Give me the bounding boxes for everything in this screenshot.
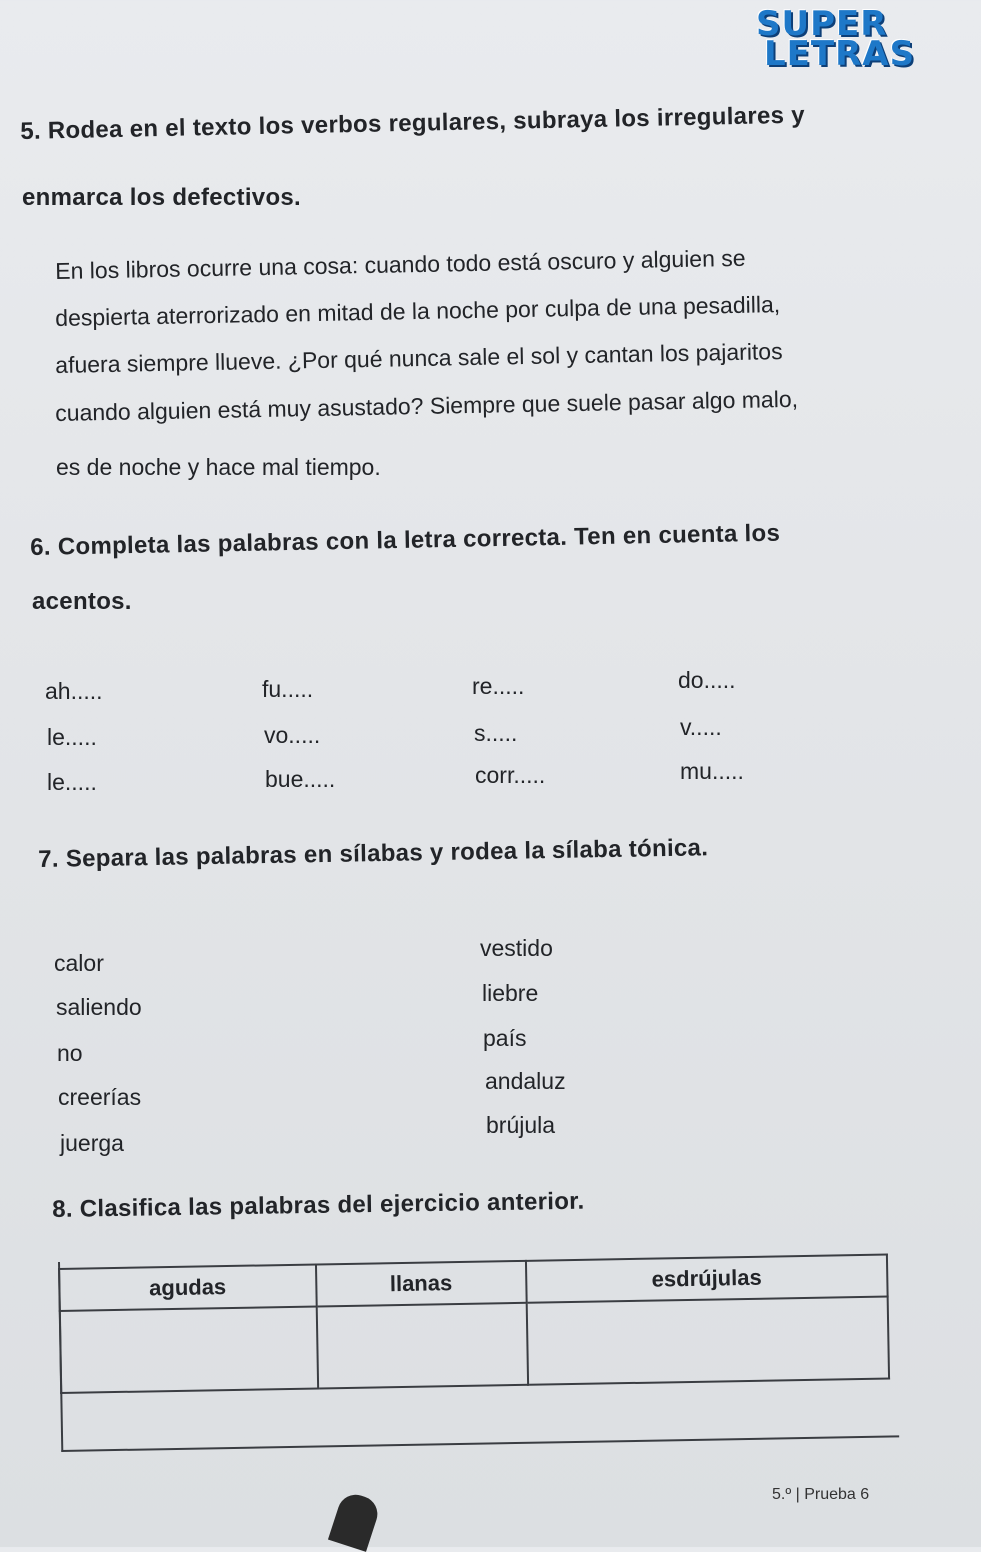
logo-line-1: SUPER: [756, 4, 888, 44]
answer-cell-agudas[interactable]: [60, 1306, 318, 1392]
q7-word-right: andaluz: [485, 1068, 566, 1094]
q5-paragraph-line-4: cuando alguien está muy asustado? Siempre que suele pasar algo malo,: [55, 385, 799, 426]
q6-word: do.....: [678, 667, 736, 693]
logo-line-2: LETRAS: [764, 34, 916, 74]
answer-cell-esdrujulas[interactable]: [526, 1297, 889, 1385]
q6-word: v.....: [680, 714, 722, 740]
q6-word: ah.....: [45, 678, 103, 704]
q5-paragraph-line-2: despierta aterrorizado en mitad de la noche por culpa de una pesadilla,: [55, 291, 781, 331]
q5-paragraph-line-5: es de noche y hace mal tiempo.: [56, 454, 381, 480]
q7-instruction: 7. Separa las palabras en sílabas y rodea la sílaba tónica.: [38, 834, 709, 873]
super-letras-logo: [752, 4, 942, 74]
classification-table: [58, 1254, 890, 1394]
q7-word-left: saliendo: [56, 994, 142, 1020]
q6-word: s.....: [474, 720, 518, 746]
q5-paragraph-line-1: En los libros ocurre una cosa: cuando todo está oscuro y alguien se: [55, 244, 746, 284]
page-footer: 5.º | Prueba 6: [772, 1486, 870, 1503]
q7-word-left: calor: [54, 950, 104, 976]
q6-word: fu.....: [262, 676, 314, 702]
q6-word: bue.....: [265, 766, 336, 792]
q8-instruction: 8. Clasifica las palabras del ejercicio anterior.: [52, 1187, 585, 1223]
answer-cell-llanas[interactable]: [316, 1303, 528, 1389]
q7-word-left: creerías: [58, 1084, 142, 1110]
header-agudas: agudas: [59, 1265, 316, 1311]
q6-word: re.....: [472, 673, 525, 699]
q7-word-right: liebre: [482, 980, 539, 1006]
q6-word: vo.....: [264, 722, 321, 748]
q6-instruction-line-1: 6. Completa las palabras con la letra correcta. Ten en cuenta los: [30, 519, 781, 561]
header-esdrujulas: esdrújulas: [526, 1255, 888, 1303]
pen-tip-shadow: [328, 1490, 382, 1552]
q7-word-right: vestido: [480, 935, 553, 961]
q6-word: mu.....: [680, 758, 744, 784]
q6-word: corr.....: [475, 762, 546, 788]
q5-paragraph-line-3: afuera siempre llueve. ¿Por qué nunca sale el sol y cantan los pajaritos: [55, 338, 783, 378]
table-answer-row: [60, 1297, 889, 1393]
q7-word-left: juerga: [60, 1130, 124, 1156]
q7-word-left: no: [57, 1040, 83, 1066]
q7-word-right: país: [483, 1025, 527, 1051]
q6-word: le.....: [47, 769, 97, 795]
q7-word-right: brújula: [486, 1112, 556, 1138]
q5-instruction-line-1: 5. Rodea en el texto los verbos regulares, subraya los irregulares y: [20, 101, 806, 145]
q6-instruction-line-2: acentos.: [32, 588, 132, 615]
q5-instruction-line-2: enmarca los defectivos.: [22, 184, 302, 211]
header-llanas: llanas: [316, 1261, 527, 1307]
q6-word: le.....: [47, 724, 97, 750]
